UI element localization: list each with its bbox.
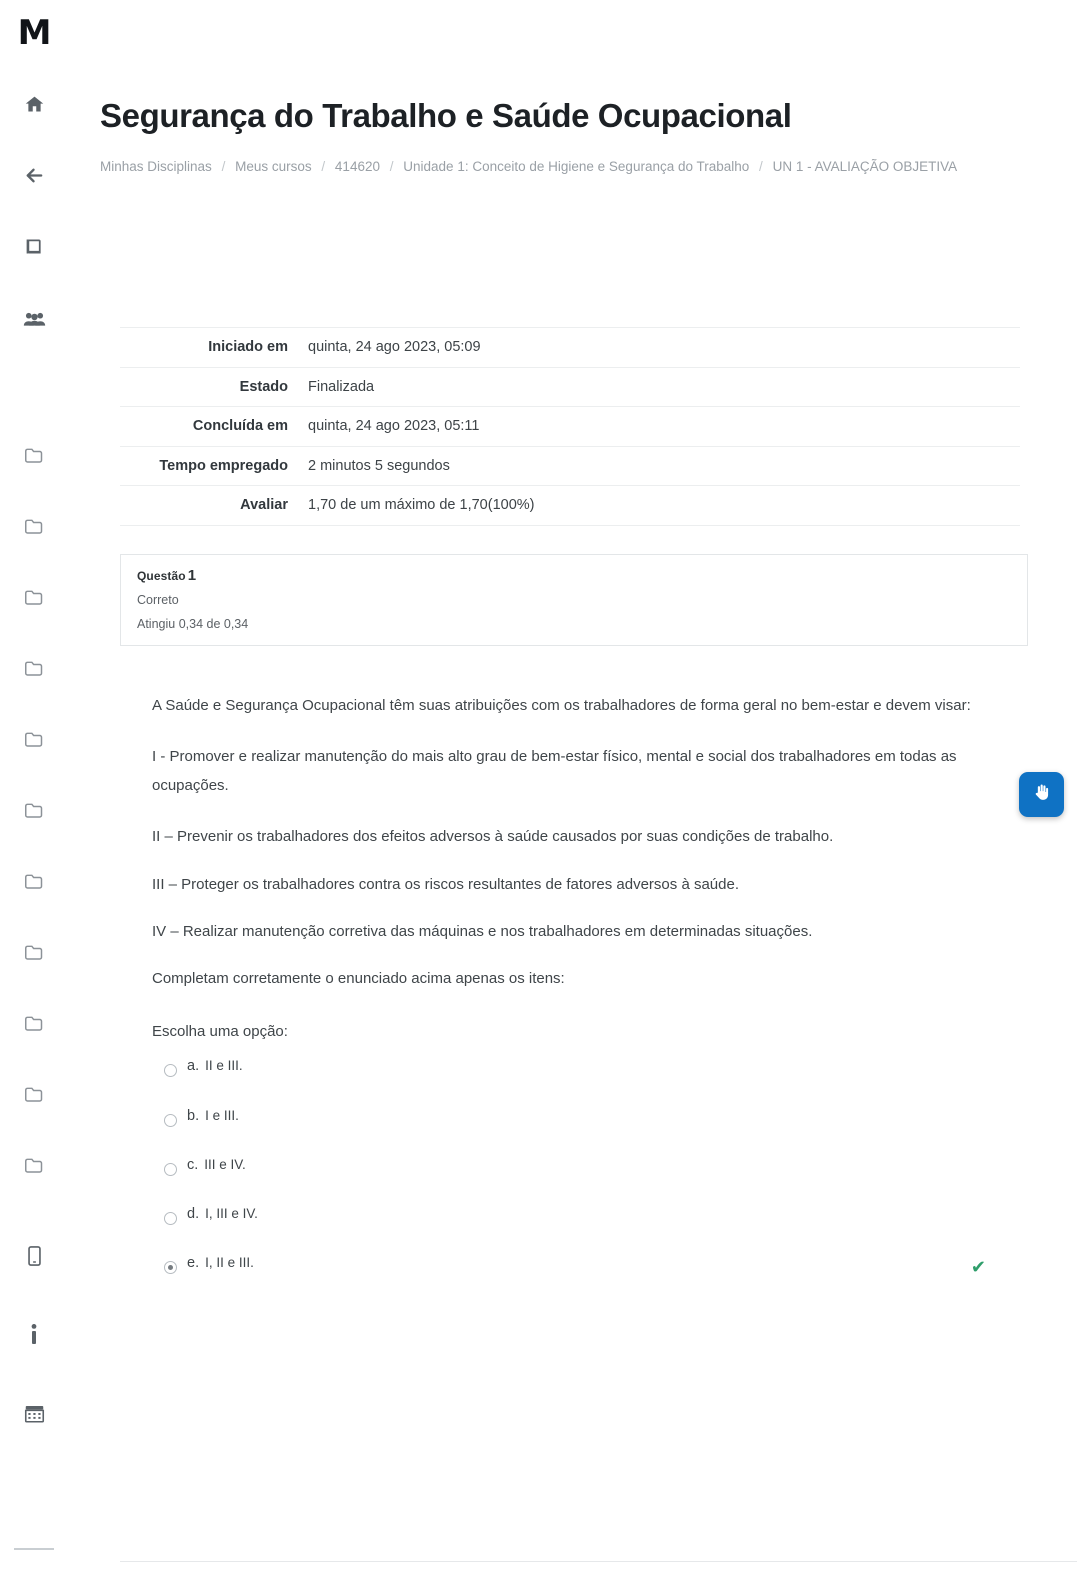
breadcrumb-item-3[interactable]: 414620 xyxy=(334,158,380,174)
folder-icon-3[interactable] xyxy=(14,577,54,617)
folder-icon-6[interactable] xyxy=(14,790,54,830)
question-paragraph-2: I - Promover e realizar manutenção do mais alto grau de bem-estar físico, mental e social dos trabalhadores em todas as ocupações. xyxy=(152,747,957,795)
folder-icon-1[interactable] xyxy=(14,435,54,475)
radio-button-d[interactable] xyxy=(164,1212,177,1225)
attempt-label-time: Tempo empregado xyxy=(159,457,288,474)
question-info-box xyxy=(120,554,1028,646)
question-paragraph-6: Completam corretamente o enunciado acima apenas os itens: xyxy=(152,970,565,988)
attempt-label-state: Estado xyxy=(239,378,288,395)
table-row xyxy=(120,407,1020,446)
option-text-e: I, II e III. xyxy=(205,1255,254,1271)
breadcrumb-separator-3: / xyxy=(389,158,394,174)
folder-icon-11[interactable] xyxy=(14,1145,54,1185)
folder-icon-10[interactable] xyxy=(14,1074,54,1114)
answer-option-a[interactable] xyxy=(152,1056,1032,1077)
attempt-label-grade: Avaliar xyxy=(240,497,288,514)
question-heading xyxy=(137,567,1011,584)
radio-button-c[interactable] xyxy=(164,1163,177,1176)
answer-option-c[interactable] xyxy=(152,1155,1032,1176)
attempt-value-completed: quinta, 24 ago 2023, 05:11 xyxy=(308,418,480,435)
breadcrumb-item-5[interactable]: UN 1 - AVALIAÇÃO OBJETIVA xyxy=(772,158,958,174)
table-row xyxy=(120,328,1020,367)
question-number: 1 xyxy=(187,566,197,584)
breadcrumb xyxy=(100,154,960,180)
main-content xyxy=(68,0,1077,1303)
folder-icon-4[interactable] xyxy=(14,648,54,688)
attempt-value-started: quinta, 24 ago 2023, 05:09 xyxy=(308,339,481,356)
question-text xyxy=(152,691,1032,1278)
breadcrumb-item-1[interactable]: Minhas Disciplinas xyxy=(100,158,212,174)
sidebar xyxy=(0,0,68,1570)
mobile-icon[interactable] xyxy=(14,1236,54,1276)
breadcrumb-separator-2: / xyxy=(321,158,326,174)
folder-icon-7[interactable] xyxy=(14,861,54,901)
table-row xyxy=(120,367,1020,406)
question-grade: Atingiu 0,34 de 0,34 xyxy=(137,616,249,631)
question-label: Questão xyxy=(137,568,186,583)
breadcrumb-separator-4: / xyxy=(759,158,763,174)
option-letter-d: d. xyxy=(187,1206,200,1223)
question-paragraph-1: A Saúde e Segurança Ocupacional têm suas atribuições com os trabalhadores de forma geral no bem-estar e devem visar: xyxy=(152,696,971,714)
answer-option-b[interactable] xyxy=(152,1106,1032,1127)
radio-button-a[interactable] xyxy=(164,1064,177,1077)
users-icon[interactable] xyxy=(14,299,54,339)
folder-icon-2[interactable] xyxy=(14,506,54,546)
option-letter-b: b. xyxy=(187,1107,200,1124)
folder-icon-9[interactable] xyxy=(14,1003,54,1043)
hand-icon xyxy=(1032,782,1052,808)
answer-option-e[interactable] xyxy=(152,1253,1032,1278)
home-icon[interactable] xyxy=(14,84,54,124)
footer-divider xyxy=(120,1561,1077,1562)
option-letter-c: c. xyxy=(187,1156,199,1173)
radio-button-e[interactable] xyxy=(164,1261,177,1274)
attempt-value-time: 2 minutos 5 segundos xyxy=(308,457,450,474)
attempt-label-completed: Concluída em xyxy=(192,418,288,435)
table-row xyxy=(120,486,1020,525)
question-paragraph-5: IV – Realizar manutenção corretiva das máquinas e nos trabalhadores em determinadas situações. xyxy=(152,922,813,940)
accessibility-button[interactable] xyxy=(1019,772,1064,817)
question-state: Correto xyxy=(137,592,179,607)
info-icon[interactable] xyxy=(14,1315,54,1355)
folder-icon-5[interactable] xyxy=(14,719,54,759)
book-icon[interactable] xyxy=(14,226,54,266)
breadcrumb-item-4[interactable]: Unidade 1: Conceito de Higiene e Segurança do Trabalho xyxy=(403,158,750,174)
sidebar-divider xyxy=(14,1548,54,1550)
option-letter-a: a. xyxy=(187,1058,200,1075)
answer-prompt: Escolha uma opção: xyxy=(152,1023,288,1041)
calendar-icon[interactable] xyxy=(14,1393,54,1433)
question-paragraph-3: II – Prevenir os trabalhadores dos efeitos adversos à saúde causados por suas condições de trabalho. xyxy=(152,828,834,846)
attempt-value-state: Finalizada xyxy=(308,378,375,395)
option-letter-e: e. xyxy=(187,1255,200,1272)
page-title: Segurança do Trabalho e Saúde Ocupacional xyxy=(100,97,792,134)
option-text-d: I, III e IV. xyxy=(205,1206,258,1222)
question-paragraph-4: III – Proteger os trabalhadores contra os riscos resultantes de fatores adversos à saúde. xyxy=(152,875,739,893)
option-text-b: I e III. xyxy=(205,1107,239,1123)
correct-answer-check-icon: ✔ xyxy=(970,1257,986,1278)
option-text-c: III e IV. xyxy=(204,1156,246,1172)
brand-logo[interactable]: M xyxy=(17,13,51,53)
attempt-label-started: Iniciado em xyxy=(208,339,288,356)
folder-icon-8[interactable] xyxy=(14,932,54,972)
attempt-value-grade: 1,70 de um máximo de 1,70(100%) xyxy=(308,497,535,514)
breadcrumb-separator-1: / xyxy=(221,158,226,174)
radio-button-b[interactable] xyxy=(164,1114,177,1127)
breadcrumb-item-2[interactable]: Meus cursos xyxy=(235,158,312,174)
option-text-a: II e III. xyxy=(205,1058,243,1074)
answer-option-d[interactable] xyxy=(152,1204,1032,1225)
table-row xyxy=(120,446,1020,485)
back-arrow-icon[interactable] xyxy=(14,155,54,195)
attempt-summary-table xyxy=(120,327,1020,525)
